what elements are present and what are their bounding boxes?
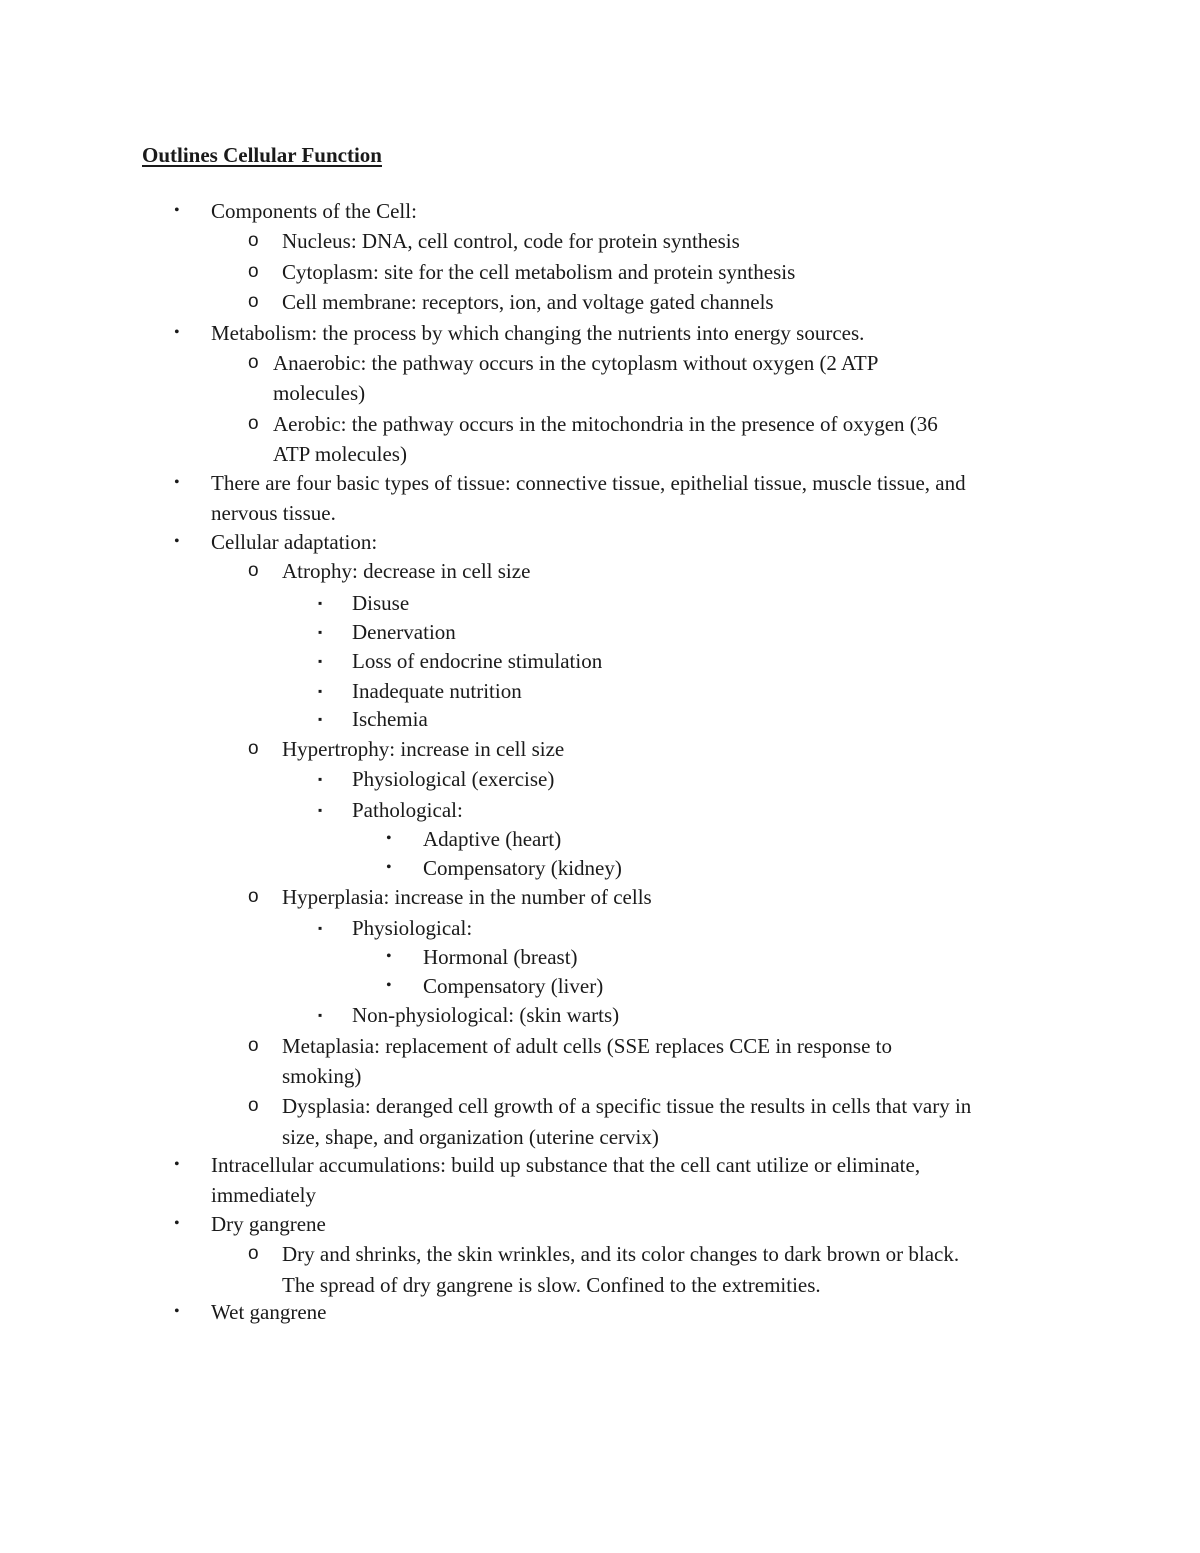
square-bullet-marker: ▪ xyxy=(318,921,323,935)
outline-subsubitem: Ischemia xyxy=(352,707,428,731)
outline-item: There are four basic types of tissue: connective tissue, epithelial tissue, muscle tissue, and xyxy=(211,471,966,495)
level4-bullet-marker: • xyxy=(386,977,392,994)
bullet-marker: • xyxy=(174,1215,180,1232)
square-bullet-marker: ▪ xyxy=(318,712,323,726)
square-bullet-marker: ▪ xyxy=(318,1008,323,1022)
outline-subitem: Dysplasia: deranged cell growth of a specific tissue the results in cells that vary in xyxy=(282,1094,972,1118)
outline-subitem: Hyperplasia: increase in the number of cells xyxy=(282,885,652,909)
bullet-marker: • xyxy=(174,1303,180,1320)
outline-subsubitem: Denervation xyxy=(352,620,456,644)
bullet-marker: • xyxy=(174,533,180,550)
outline-item: Dry gangrene xyxy=(211,1212,326,1236)
square-bullet-marker: ▪ xyxy=(318,684,323,698)
sub-bullet-marker: o xyxy=(248,560,259,581)
sub-bullet-marker: o xyxy=(248,352,259,373)
sub-bullet-marker: o xyxy=(248,1095,259,1116)
outline-subsubitem: Pathological: xyxy=(352,798,463,822)
outline-subitem: Atrophy: decrease in cell size xyxy=(282,559,531,583)
level4-bullet-marker: • xyxy=(386,859,392,876)
outline-subitem-continuation: ATP molecules) xyxy=(273,442,407,466)
outline-item: Intracellular accumulations: build up substance that the cell cant utilize or eliminate, xyxy=(211,1153,921,1177)
sub-bullet-marker: o xyxy=(248,886,259,907)
outline-subitem: Cell membrane: receptors, ion, and voltage gated channels xyxy=(282,290,774,314)
square-bullet-marker: ▪ xyxy=(318,772,323,786)
sub-bullet-marker: o xyxy=(248,1035,259,1056)
outline-subitem-continuation: size, shape, and organization (uterine cervix) xyxy=(282,1125,659,1149)
outline-subitem: Cytoplasm: site for the cell metabolism and protein synthesis xyxy=(282,260,796,284)
sub-bullet-marker: o xyxy=(248,738,259,759)
sub-bullet-marker: o xyxy=(248,291,259,312)
bullet-marker: • xyxy=(174,324,180,341)
outline-subsubitem: Non-physiological: (skin warts) xyxy=(352,1003,620,1027)
level4-bullet-marker: • xyxy=(386,830,392,847)
outline-item: Wet gangrene xyxy=(211,1300,327,1324)
square-bullet-marker: ▪ xyxy=(318,625,323,639)
outline-subitem-continuation: molecules) xyxy=(273,381,366,405)
sub-bullet-marker: o xyxy=(248,230,259,251)
outline-subitem-continuation: The spread of dry gangrene is slow. Confined to the extremities. xyxy=(282,1273,821,1297)
bullet-marker: • xyxy=(174,1156,180,1173)
outline-subitem: Nucleus: DNA, cell control, code for protein synthesis xyxy=(282,229,740,253)
outline-subitem-continuation: smoking) xyxy=(282,1064,362,1088)
document-title: Outlines Cellular Function xyxy=(142,143,382,167)
level4-bullet-marker: • xyxy=(386,948,392,965)
outline-level4-item: Compensatory (kidney) xyxy=(423,856,622,880)
square-bullet-marker: ▪ xyxy=(318,654,323,668)
outline-item-continuation: nervous tissue. xyxy=(211,501,336,525)
bullet-marker: • xyxy=(174,202,180,219)
outline-subsubitem: Loss of endocrine stimulation xyxy=(352,649,603,673)
sub-bullet-marker: o xyxy=(248,261,259,282)
outline-item: Cellular adaptation: xyxy=(211,530,378,554)
outline-level4-item: Hormonal (breast) xyxy=(423,945,578,969)
square-bullet-marker: ▪ xyxy=(318,803,323,817)
outline-subsubitem: Inadequate nutrition xyxy=(352,679,522,703)
sub-bullet-marker: o xyxy=(248,413,259,434)
outline-subitem: Aerobic: the pathway occurs in the mitochondria in the presence of oxygen (36 xyxy=(273,412,938,436)
outline-item-continuation: immediately xyxy=(211,1183,316,1207)
outline-subsubitem: Physiological: xyxy=(352,916,473,940)
outline-subitem: Hypertrophy: increase in cell size xyxy=(282,737,565,761)
outline-level4-item: Adaptive (heart) xyxy=(423,827,562,851)
outline-subitem: Anaerobic: the pathway occurs in the cytoplasm without oxygen (2 ATP xyxy=(273,351,879,375)
outline-subitem: Dry and shrinks, the skin wrinkles, and its color changes to dark brown or black. xyxy=(282,1242,960,1266)
outline-subitem: Metaplasia: replacement of adult cells (SSE replaces CCE in response to xyxy=(282,1034,892,1058)
outline-subsubitem: Physiological (exercise) xyxy=(352,767,555,791)
outline-item: Components of the Cell: xyxy=(211,199,417,223)
outline-item: Metabolism: the process by which changing the nutrients into energy sources. xyxy=(211,321,865,345)
outline-level4-item: Compensatory (liver) xyxy=(423,974,604,998)
sub-bullet-marker: o xyxy=(248,1243,259,1264)
bullet-marker: • xyxy=(174,474,180,491)
outline-subsubitem: Disuse xyxy=(352,591,410,615)
square-bullet-marker: ▪ xyxy=(318,596,323,610)
